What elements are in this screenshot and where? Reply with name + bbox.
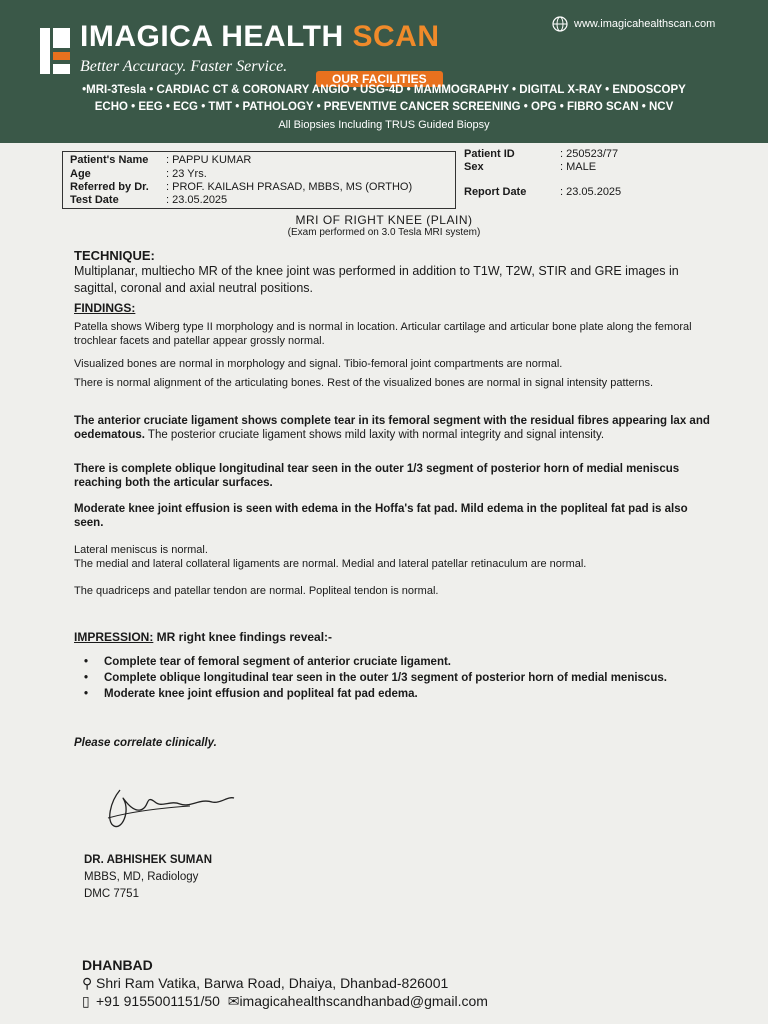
- technique-text: Multiplanar, multiecho MR of the knee joint was performed in addition to T1W, T2W, STIR and GRE images in sagittal, coronal and axial neutral positions.: [74, 264, 679, 295]
- tagline: Better Accuracy. Faster Service.: [80, 58, 288, 75]
- footer-email[interactable]: imagicahealthscandhanbad@gmail.com: [239, 993, 488, 1009]
- impression-list: [82, 655, 718, 703]
- footer-city: DHANBAD: [82, 957, 153, 973]
- list-item: • Complete oblique longitudinal tear seen in the outer 1/3 segment of posterior horn of medial meniscus.: [82, 671, 718, 685]
- patient-id-row: Patient ID : 250523/77: [464, 148, 619, 160]
- doctor-name: DR. ABHISHEK SUMAN: [84, 854, 212, 866]
- report-header: [0, 0, 768, 143]
- sex-row: Sex : MALE: [464, 161, 597, 173]
- finding-6: Moderate knee joint effusion is seen with edema in the Hoffa's fat pad. Mild edema in the popliteal fat pad is also seen.: [74, 503, 688, 529]
- referred-row: Referred by Dr. : PROF. KAILASH PRASAD, MBBS, MS (ORTHO): [70, 181, 413, 193]
- correlate-note: Please correlate clinically.: [74, 737, 217, 749]
- footer-phone[interactable]: +91 9155001151/50: [96, 993, 220, 1009]
- finding-7: Lateral meniscus is normal.: [74, 544, 208, 556]
- list-item: • Complete tear of femoral segment of anterior cruciate ligament.: [82, 655, 718, 669]
- finding-5: There is complete oblique longitudinal tear seen in the outer 1/3 segment of posterior horn of medial meniscus reaching both the articular surfaces.: [74, 463, 680, 489]
- website-url[interactable]: www.imagicahealthscan.com: [574, 18, 716, 30]
- report-title: MRI OF RIGHT KNEE (PLAIN): [295, 213, 473, 227]
- finding-1: Patella shows Wiberg type II morphology and is normal in location. Articular cartilage and articular bone plate along the femoral trochlear facets and patellar appear grossly normal.: [74, 321, 692, 347]
- website[interactable]: [552, 16, 715, 32]
- age-row: Age : 23 Yrs.: [70, 168, 207, 180]
- globe-icon: [552, 16, 568, 32]
- brand-name: IMAGICA HEALTH SCAN: [80, 20, 440, 53]
- finding-2: Visualized bones are normal in morphology and signal. Tibio-femoral joint compartments are normal.: [74, 358, 563, 370]
- patient-name-row: Patient's Name : PAPPU KUMAR: [70, 154, 252, 166]
- patient-info: [62, 148, 710, 208]
- imagica-logo-icon: [38, 26, 72, 76]
- technique-heading: TECHNIQUE:: [74, 248, 155, 263]
- impression-heading-line: IMPRESSION: MR right knee findings reveal:-: [74, 630, 333, 644]
- doctor-block: [84, 852, 212, 903]
- facilities-line-2: ECHO • EEG • ECG • TMT • PATHOLOGY • PREVENTIVE CANCER SCREENING • OPG • FIBRO SCAN • NCV: [94, 101, 674, 113]
- phone-icon: ▯: [82, 993, 90, 1009]
- location-pin-icon: ⚲: [82, 975, 93, 991]
- facilities-line-1: •MRI-3Tesla • CARDIAC CT & CORONARY ANGIO • USG-4D • MAMMOGRAPHY • DIGITAL X-RAY • ENDOSCOPY: [82, 84, 686, 96]
- finding-9: The quadriceps and patellar tendon are normal. Popliteal tendon is normal.: [74, 585, 439, 597]
- facilities-badge: OUR FACILITIES: [316, 71, 443, 87]
- footer-contact: [82, 992, 488, 1010]
- report-date-row: Report Date : 23.05.2025: [464, 186, 622, 198]
- doctor-registration: DMC 7751: [84, 888, 139, 900]
- facilities-line-3: All Biopsies Including TRUS Guided Biopsy: [278, 119, 490, 131]
- technique-section: [74, 248, 714, 297]
- signature-image: [100, 782, 240, 832]
- finding-4: The anterior cruciate ligament shows complete tear in its femoral segment with the residual fibres appearing lax and oedematous. The posterior cruciate ligament shows mild laxity with normal integrity and signal intensity.: [74, 415, 710, 441]
- report-subtitle: (Exam performed on 3.0 Tesla MRI system): [287, 227, 481, 238]
- finding-8: The medial and lateral collateral ligaments are normal. Medial and lateral patellar retinaculum are normal.: [74, 558, 587, 570]
- list-item: • Moderate knee joint effusion and popliteal fat pad edema.: [82, 687, 718, 701]
- footer: [82, 956, 488, 1010]
- findings-heading: FINDINGS:: [74, 301, 136, 315]
- test-date-row: Test Date : 23.05.2025: [70, 194, 228, 206]
- doctor-qualification: MBBS, MD, Radiology: [84, 871, 199, 883]
- footer-address: ⚲ Shri Ram Vatika, Barwa Road, Dhaiya, Dhanbad-826001: [82, 975, 449, 991]
- finding-3: There is normal alignment of the articulating bones. Rest of the visualized bones are normal in signal intensity patterns.: [74, 377, 654, 389]
- mail-icon: ✉: [227, 993, 240, 1009]
